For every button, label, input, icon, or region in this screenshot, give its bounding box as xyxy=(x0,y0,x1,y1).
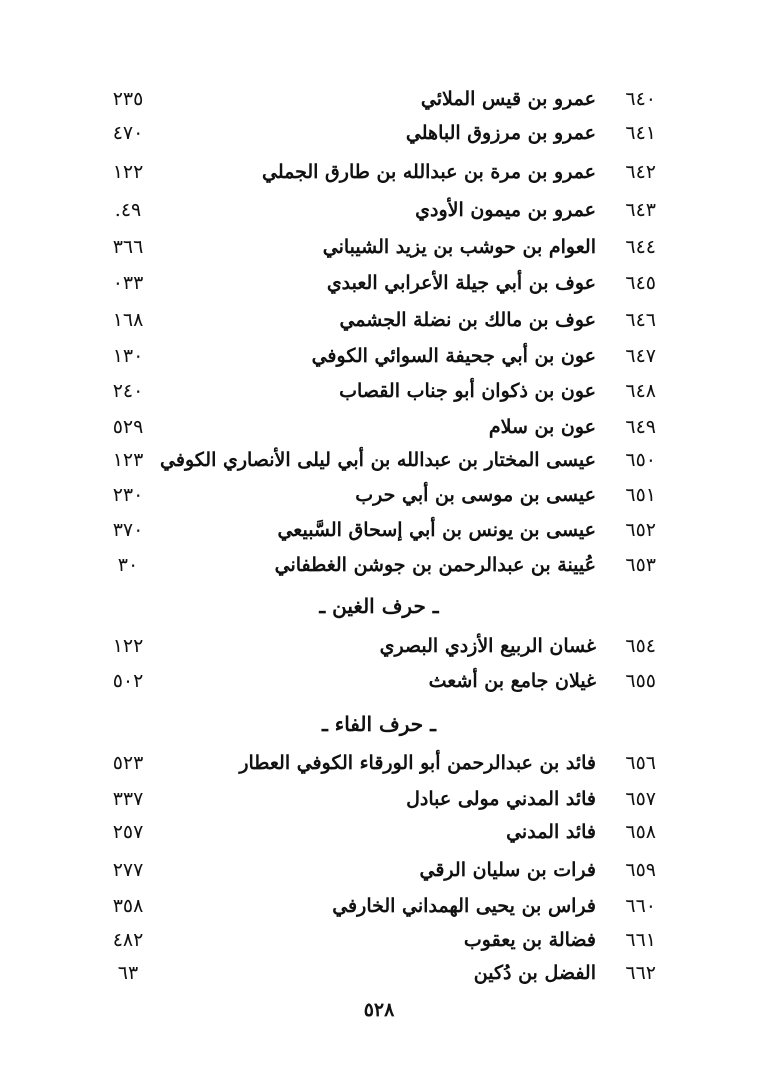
entry-name: العوام بن حوشب بن يزيد الشيباني xyxy=(322,236,596,258)
entry-page: ٢٤٠ xyxy=(112,380,144,402)
entry-name: فائد بن عبدالرحمن أبو الورقاء الكوفي العطار xyxy=(239,752,596,774)
index-row xyxy=(0,116,758,150)
index-row xyxy=(0,853,758,887)
index-row xyxy=(0,746,758,780)
entry-name: عون بن سلام xyxy=(488,416,596,438)
entry-page: ١٢٢ xyxy=(112,635,144,657)
entry-number: ٦٥٧ xyxy=(625,788,656,810)
index-row xyxy=(0,956,758,990)
entry-page: ٢٣٠ xyxy=(112,484,144,506)
entry-number: ٦٤٧ xyxy=(625,345,656,367)
entry-name: الفضل بن دُكين xyxy=(473,962,596,984)
entry-name: عيسى المختار بن عبدالله بن أبي ليلى الأنصاري الكوفي xyxy=(160,449,596,471)
entry-name: فائد المدني مولى عبادل xyxy=(406,788,596,810)
entry-name: عون بن ذكوان أبو جناب القصاب xyxy=(339,380,596,402)
entry-number: ٦٥٣ xyxy=(625,554,656,576)
entry-page: ١٢٢ xyxy=(112,161,144,183)
entry-name: عمرو بن مرزوق الباهلي xyxy=(405,122,596,144)
entry-number: ٦٥٥ xyxy=(625,670,656,692)
entry-page: ٤٧٠ xyxy=(112,122,144,144)
entry-name: عمرو بن مرة بن عبدالله بن طارق الجملي xyxy=(261,161,596,183)
section-heading-ghain: ـ حرف الغين ـ xyxy=(319,594,439,618)
entry-name: عمرو بن ميمون الأودي xyxy=(415,199,596,221)
entry-name: عوف بن أبي جيلة الأعرابي العبدي xyxy=(326,272,596,294)
index-row xyxy=(0,443,758,477)
entry-page: ٢٧٧ xyxy=(112,859,144,881)
entry-page: ٥٢٣ xyxy=(112,752,144,774)
entry-name: عيسى بن يونس بن أبي إسحاق السَّبيعي xyxy=(277,519,596,541)
entry-page: .٤٩ xyxy=(114,199,142,221)
index-row xyxy=(0,266,758,300)
index-row xyxy=(0,339,758,373)
entry-number: ٦٤٥ xyxy=(625,272,656,294)
entry-name: فضالة بن يعقوب xyxy=(463,929,596,951)
entry-number: ٦٥٩ xyxy=(625,859,656,881)
index-row xyxy=(0,548,758,582)
index-row xyxy=(0,629,758,663)
entry-name: عمرو بن قيس الملائي xyxy=(420,88,596,110)
entry-number: ٦٤٩ xyxy=(625,416,656,438)
index-row xyxy=(0,923,758,957)
entry-number: ٦٤١ xyxy=(625,122,656,144)
entry-page: ٢٣٥ xyxy=(112,88,144,110)
entry-name: عُيينة بن عبدالرحمن بن جوشن الغطفاني xyxy=(274,554,596,576)
index-row xyxy=(0,155,758,189)
entry-page: ٣٣٧ xyxy=(112,788,144,810)
entry-number: ٦٥٨ xyxy=(625,821,656,843)
index-row xyxy=(0,193,758,227)
entry-page: ٣٧٠ xyxy=(112,519,144,541)
entry-page: ٤٨٢ xyxy=(112,929,144,951)
entry-page: ٥٠٢ xyxy=(112,670,144,692)
index-row xyxy=(0,513,758,547)
index-row xyxy=(0,230,758,264)
entry-page: ١٢٣ xyxy=(112,449,144,471)
index-row xyxy=(0,782,758,816)
entry-page: ١٦٨ xyxy=(112,309,144,331)
entry-number: ٦٦٢ xyxy=(625,962,656,984)
entry-number: ٦٤٣ xyxy=(625,199,656,221)
index-row xyxy=(0,478,758,512)
entry-page: ٦٣ xyxy=(117,962,139,984)
entry-name: فرات بن سليان الرقي xyxy=(419,859,596,881)
entry-name: غسان الربيع الأزدي البصري xyxy=(379,635,596,657)
entry-number: ٦٥٦ xyxy=(625,752,656,774)
entry-name: فراس بن يحيى الهمداني الخارفي xyxy=(332,895,596,917)
entry-page: ٣٠ xyxy=(117,554,139,576)
entry-name: غيلان جامع بن أشعث xyxy=(428,670,596,692)
entry-page: ٣٥٨ xyxy=(112,895,144,917)
entry-page: ٠٣٣ xyxy=(112,272,144,294)
entry-number: ٦٤٤ xyxy=(625,236,656,258)
entry-page: ١٣٠ xyxy=(112,345,144,367)
entry-name: عون بن أبي جحيفة السوائي الكوفي xyxy=(311,345,596,367)
entry-name: فائد المدني xyxy=(506,821,596,843)
entry-number: ٦٤٦ xyxy=(625,309,656,331)
entry-page: ٣٦٦ xyxy=(112,236,144,258)
entry-number: ٦٥٤ xyxy=(625,635,656,657)
entry-number: ٦٥٠ xyxy=(625,449,656,471)
index-row xyxy=(0,664,758,698)
entry-name: عيسى بن موسى بن أبي حرب xyxy=(355,484,596,506)
entry-number: ٦٦١ xyxy=(625,929,656,951)
index-row xyxy=(0,889,758,923)
entry-number: ٦٤٠ xyxy=(625,88,656,110)
entry-number: ٦٤٨ xyxy=(625,380,656,402)
section-heading-fa: ـ حرف الفاء ـ xyxy=(321,712,436,736)
entry-number: ٦٦٠ xyxy=(625,895,656,917)
entry-number: ٦٤٢ xyxy=(625,161,656,183)
index-row xyxy=(0,303,758,337)
page-number: ٥٢٨ xyxy=(363,999,395,1021)
index-row xyxy=(0,82,758,116)
entry-name: عوف بن مالك بن نضلة الجشمي xyxy=(339,309,596,331)
entry-number: ٦٥٢ xyxy=(625,519,656,541)
index-row xyxy=(0,410,758,444)
index-row xyxy=(0,374,758,408)
entry-page: ٥٢٩ xyxy=(112,416,144,438)
index-row xyxy=(0,815,758,849)
entry-page: ٢٥٧ xyxy=(112,821,144,843)
entry-number: ٦٥١ xyxy=(625,484,656,506)
